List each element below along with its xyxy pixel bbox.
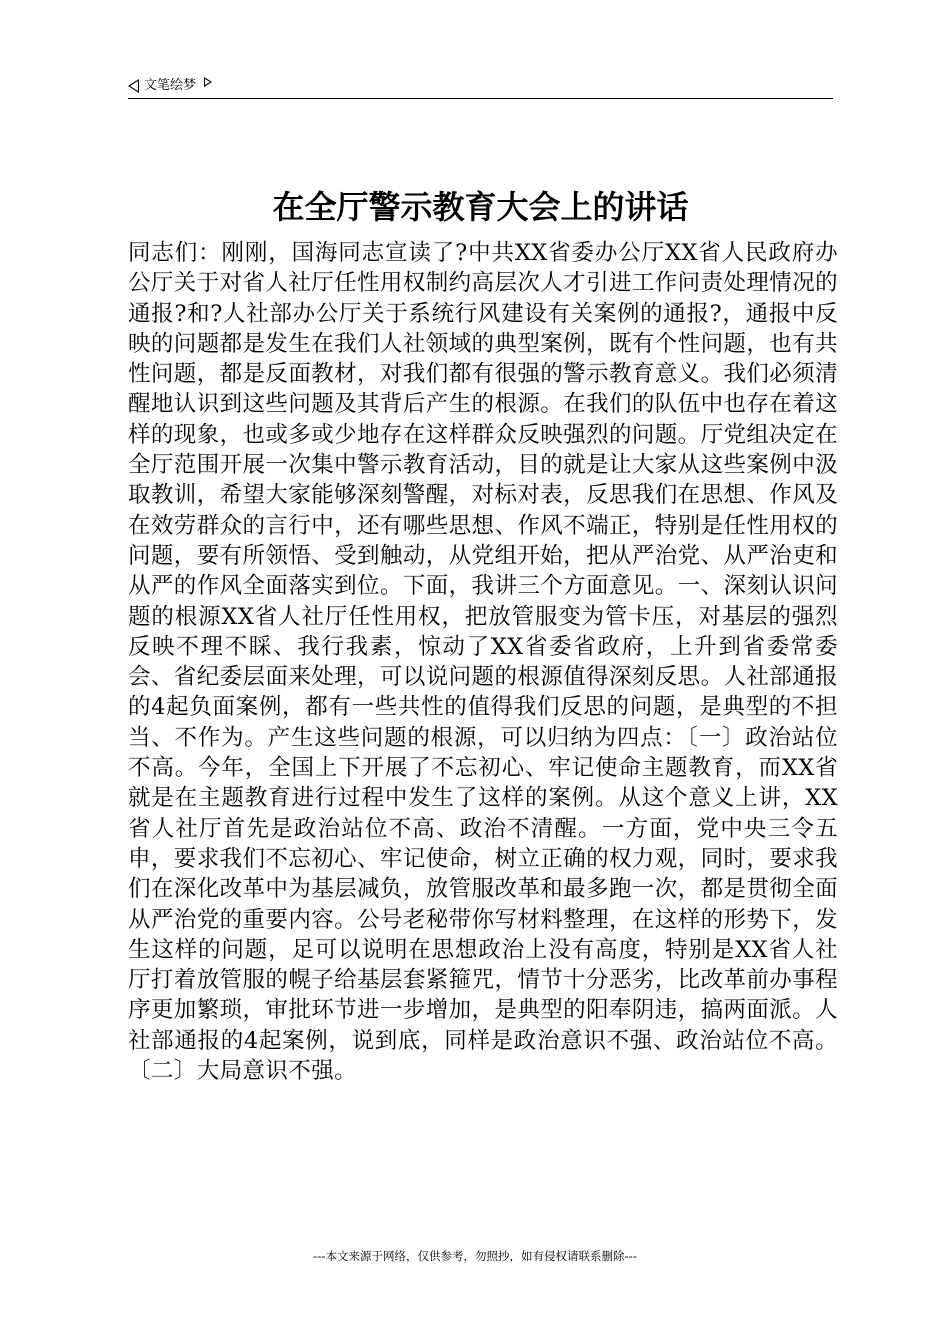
document-body: 同志们：刚刚，国海同志宣读了?中共XX省委办公厅XX省人民政府办公厅关于对省人社厅任性用权制约高层次人才引进工作问责处理情况的通报?和?人社部办公厅关于系统行风建设有关案例的通报?，通报中反映的问题都是发生在我们人社领域的典型案例，既有个性问题，也有共性问题，都是反面教材，对我们都有很强的警示教育意义。我们必须清醒地认识到这些问题及其背后产生的根源。在我们的队伍中也存在着这样的现象，也或多或少地存在这样群众反映强烈的问题。厅党组决定在全厅范围开展一次集中警示教育活动，目的就是让大家从这些案例中汲取教训，希望大家能够深刻警醒，对标对表，反思我们在思想、作风及在效劳群众的言行中，还有哪些思想、作风不端正，特别是任性用权的问题，要有所领悟、受到触动，从党组开始，把从严治党、从严治吏和从严的作风全面落实到位。下面，我讲三个方面意见。一、深刻认识问题的根源XX省人社厅任性用权，把放管服变为管卡压，对基层的强烈反映不理不睬、我行我素，惊动了XX省委省政府，上升到省委常委会、省纪委层面来处理，可以说问题的根源值得深刻反思。人社部通报的4起负面案例，都有一些共性的值得我们反思的问题，是典型的不担当、不作为。产生这些问题的根源，可以归纳为四点：〔一〕政治站位不高。今年，全国上下开展了不忘初心、牢记使命主题教育，而XX省就是在主题教育进行过程中发生了这样的案例。从这个意义上讲，XX省人社厅首先是政治站位不高、政治不清醒。一方面，党中央三令五申，要求我们不忘初心、牢记使命，树立正确的权力观，同时，要求我们在深化改革中为基层减负，放管服改革和最多跑一次，都是贯彻全面从严治党的重要内容。公号老秘带你写材料整理，在这样的形势下，发生这样的问题，足可以说明在思想政治上没有高度，特别是XX省人社厅打着放管服的幌子给基层套紧箍咒，情节十分恶劣，比改革前办事程序更加繁琐，审批环节进一步增加，是典型的阳奉阴违，搞两面派。人社部通报的4起案例，说到底，同样是政治意识不强、政治站位不高。〔二〕大局意识不强。 (128, 240, 838, 1085)
document-title: 在全厅警示教育大会上的讲话 (272, 188, 689, 226)
site-name: 文笔绘梦 (144, 78, 197, 93)
triangle-right-icon (204, 77, 212, 87)
footer-notice: ---本文来源于网络，仅供参考，勿照抄，如有侵权请联系删除--- (313, 1249, 637, 1263)
triangle-left-icon (128, 79, 139, 93)
page-header (128, 74, 833, 99)
